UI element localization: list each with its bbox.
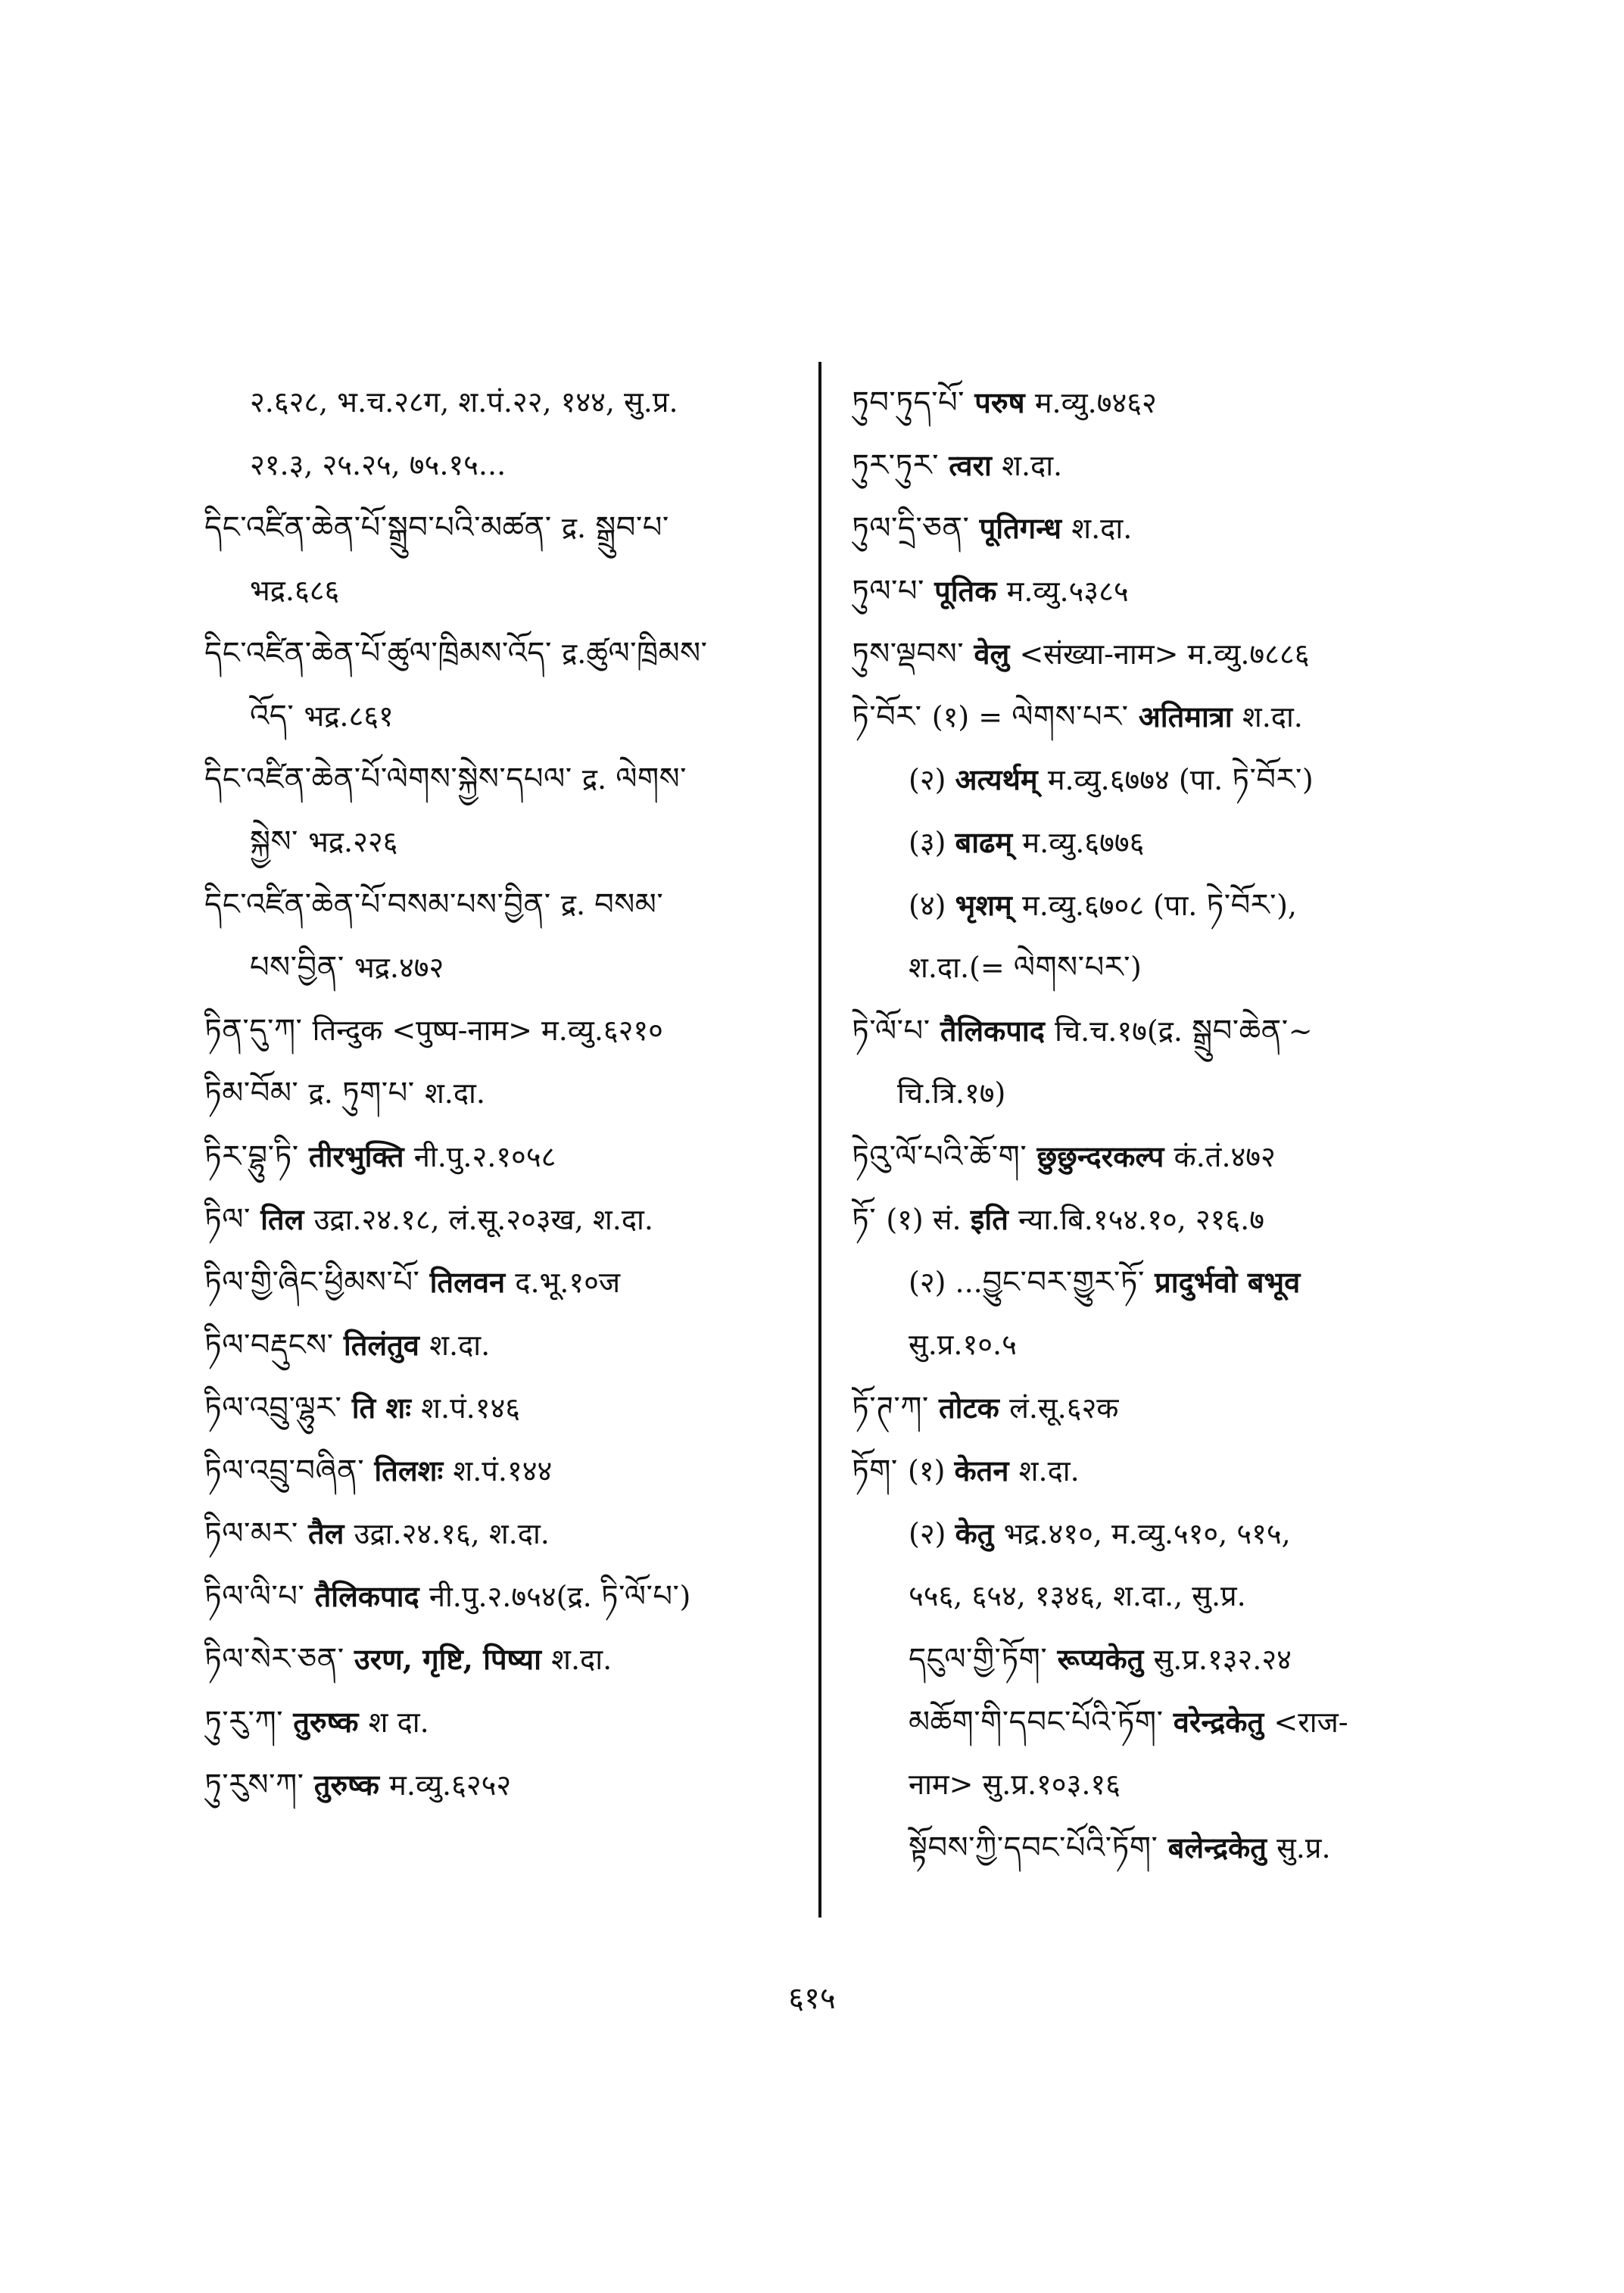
reference-text: ५५६, ६५४, १३४६, श.दा., सु.प्र.: [909, 1579, 1246, 1612]
tibetan-term: ཏུག་པ་: [341, 1076, 425, 1111]
reference-text: (३): [909, 826, 955, 859]
tibetan-term: ཏིལ་: [204, 1202, 261, 1237]
reference-text: ),: [1276, 889, 1297, 922]
sanskrit-equivalent: तिलशः: [374, 1453, 454, 1488]
left-line: [204, 1313, 803, 1376]
sanskrit-equivalent: प्रादुर्भवो बभूव: [1155, 1265, 1301, 1299]
tibetan-term: འོད་: [250, 699, 304, 734]
left-line: [204, 622, 803, 685]
sanskrit-equivalent: उरण, गृष्टि, पिष्या: [354, 1642, 552, 1676]
sanskrit-equivalent: रूप्यकेतु: [1057, 1642, 1154, 1676]
tibetan-term: དིང་འཛིན་ཆེན་པོ་ལེགས་སྐྱེས་དཔལ་: [204, 762, 582, 796]
tibetan-term: ཏེ་ལོ་པ་: [852, 1014, 940, 1048]
tibetan-term: སྒྲུབ་ཆེན་: [1192, 1014, 1289, 1048]
left-line: [204, 1502, 803, 1565]
tibetan-term: སྟོབས་ཀྱི་དབང་པོའི་ཏོག་: [909, 1830, 1168, 1865]
sanskrit-equivalent: तैलिकपाद: [314, 1579, 429, 1613]
tibetan-term: པས་བྱིན་: [250, 950, 354, 985]
reference-text: द्र.: [561, 511, 596, 544]
reference-text: भद्र.४१०, म.व्यु.५१०, ५१५,: [1003, 1517, 1291, 1550]
reference-text: म.व्यु.५३८५: [1006, 575, 1129, 608]
left-line: [204, 1251, 803, 1313]
tibetan-term: ཏུ་རུས་ཀ་: [204, 1768, 314, 1802]
right-line: [852, 1565, 1473, 1628]
reference-text: द.भू.१०ज: [515, 1266, 621, 1299]
left-line: [204, 936, 803, 999]
sanskrit-equivalent: इति: [970, 1202, 1019, 1236]
reference-text: म.व्यु.७४६२: [1034, 386, 1157, 419]
left-line: [204, 874, 803, 936]
left-line: [204, 1376, 803, 1439]
reference-text: श.दा.: [424, 1076, 485, 1110]
tibetan-term: ཏོག་: [852, 1453, 908, 1488]
column-divider: [818, 362, 821, 1918]
tibetan-term: དིང་འཛིན་ཆེན་པོ་བསམ་པས་བྱིན་: [204, 887, 561, 922]
sanskrit-equivalent: भृशम्: [955, 888, 1023, 922]
tibetan-term: ཏིལ་ལི་པ་: [204, 1579, 315, 1614]
left-line: [204, 371, 803, 434]
sanskrit-equivalent: तैलिकपाद: [940, 1014, 1055, 1048]
right-line: [852, 685, 1473, 748]
tibetan-term: དིང་འཛིན་ཆེན་པོ་སྒྲུབ་པའི་མཚན་: [204, 510, 562, 545]
reference-text: नी.पु.२.१०५८: [413, 1140, 556, 1173]
left-line: [204, 559, 803, 622]
sanskrit-equivalent: तिल: [260, 1202, 314, 1236]
tibetan-term: མཆོག་གི་དབང་པོའི་ཏོག་: [909, 1705, 1174, 1740]
reference-text: सु.प्र.१०.५: [909, 1328, 1017, 1361]
reference-text: म.व्यु.६२५२: [389, 1768, 512, 1802]
sanskrit-equivalent: तोटक: [939, 1391, 1010, 1425]
right-line: [852, 748, 1473, 811]
reference-text: (२): [909, 1517, 955, 1550]
reference-text: ~: [1288, 1014, 1313, 1048]
sanskrit-equivalent: अत्यर्थम्: [955, 762, 1048, 796]
reference-text: श.दा.: [551, 1643, 613, 1676]
sanskrit-equivalent: पूतिक: [934, 574, 1007, 608]
reference-text: नाम> सु.प्र.१०३.१६: [909, 1768, 1121, 1801]
sanskrit-equivalent: वरेन्द्रकेतु: [1173, 1705, 1274, 1739]
left-line: [204, 1565, 803, 1628]
right-line: [852, 936, 1473, 999]
sanskrit-equivalent: तुरुष्क: [293, 1705, 369, 1739]
right-line: [852, 1690, 1473, 1753]
right-line: [852, 1188, 1473, 1251]
tibetan-term: ཏུལ་དྲི་ཅན་: [852, 511, 980, 546]
reference-text: श.दा.(=: [909, 951, 1014, 984]
left-line: [204, 999, 803, 1062]
tibetan-term: ཏིལ་མར་: [204, 1516, 308, 1551]
sanskrit-equivalent: बाढम्: [955, 825, 1023, 859]
reference-text: श.पं.१४४: [453, 1454, 553, 1488]
sanskrit-equivalent: तुरुष्क: [313, 1768, 390, 1802]
right-line: [852, 1313, 1473, 1376]
right-line: [852, 1753, 1473, 1816]
sanskrit-equivalent: केतन: [954, 1453, 1019, 1488]
tibetan-term: དིང་འཛིན་ཆེན་པོ་ཚུལ་ཁྲིམས་འོད་: [204, 636, 563, 671]
left-column: [204, 371, 803, 1816]
reference-text: उद्रा.२४.१८, लं.सू.२०३ख, श.दा.: [313, 1203, 653, 1236]
reference-text: (१) सं.: [886, 1203, 971, 1236]
tibetan-term: ཏེ་བོར་: [1232, 762, 1302, 797]
tibetan-term: ཏེའུ་ལོ་པའི་ཆོ་ག་: [852, 1139, 1037, 1174]
tibetan-term: ཏུབ་ཏུད་པོ་: [852, 385, 975, 420]
reference-text: म.व्यु.६७७६: [1022, 826, 1145, 859]
page-number: ६१५: [788, 1981, 836, 2016]
tibetan-term: ཏུལ་པ་: [852, 574, 935, 609]
reference-text: (४): [909, 889, 955, 922]
reference-text: श.दा.: [1071, 512, 1133, 545]
reference-text: श.पं.१४६: [421, 1391, 521, 1425]
sanskrit-equivalent: तिलंतुव: [343, 1328, 430, 1362]
reference-text: सु.प्र.१३२.२४: [1153, 1643, 1292, 1676]
sanskrit-equivalent: अतिमात्रा: [1138, 699, 1242, 734]
sanskrit-equivalent: ति शः: [351, 1391, 422, 1425]
tibetan-term: ཏོ་ཊ་ཀ་: [852, 1391, 940, 1425]
sanskrit-equivalent: तैल: [307, 1516, 354, 1550]
sanskrit-equivalent: त्वरा: [949, 448, 1002, 482]
tibetan-term: ཏིམ་བོམ་: [204, 1076, 309, 1111]
tibetan-term: ཏིལ་འབྲུ་ལྷུར་: [204, 1391, 352, 1425]
sanskrit-equivalent: पूतिगन्ध: [979, 511, 1072, 545]
sanskrit-equivalent: वेलु: [974, 637, 1020, 671]
tibetan-term: ཏིལ་སེར་ཅན་: [204, 1642, 354, 1677]
reference-text: चि.च.१७(द्र.: [1055, 1014, 1192, 1048]
tibetan-term: དངུལ་གྱི་ཏོག་: [909, 1642, 1058, 1677]
left-line: [204, 748, 803, 811]
reference-text: लं.सू.६२क: [1009, 1391, 1119, 1425]
reference-text: २१.३, २५.२५, ७५.१५...: [250, 448, 507, 481]
reference-text: (१) =: [931, 700, 1012, 734]
reference-text: कं.तं.४७२: [1174, 1140, 1276, 1173]
reference-text: म.व्यु.६७७४ (पा.: [1047, 763, 1233, 796]
left-line: [204, 497, 803, 559]
reference-text: उद्रा.२४.१६, श.दा.: [354, 1517, 550, 1550]
tibetan-term: ཏེ་བོར་: [852, 699, 932, 734]
tibetan-term: སྒྲུབ་པ་: [595, 510, 669, 545]
tibetan-term: ཏིར་བྷུ་ཏི་: [204, 1139, 309, 1174]
reference-text: द्र.: [562, 637, 587, 670]
reference-text: (१): [908, 1454, 955, 1488]
reference-text: द्र.: [308, 1076, 342, 1110]
left-line: [204, 1753, 803, 1816]
tibetan-term: ཏིལ་བརྡུངས་: [204, 1328, 344, 1363]
tibetan-term: ཏེ་བོར་: [1206, 888, 1277, 923]
left-line: [204, 1062, 803, 1125]
sanskrit-equivalent: परुष: [974, 385, 1035, 419]
reference-text: चि.त्रि.१७): [897, 1076, 1006, 1110]
right-line: [852, 559, 1473, 622]
right-line: [852, 1062, 1473, 1125]
reference-text: (२): [909, 763, 955, 796]
right-line: [852, 497, 1473, 559]
reference-text: श.दा.: [1002, 449, 1063, 482]
reference-text: द्र.: [581, 762, 616, 796]
reference-text: श.दा.: [1018, 1454, 1080, 1488]
reference-text: नी.पु.२.७५४(द्र.: [429, 1580, 601, 1613]
right-line: [852, 622, 1473, 685]
tibetan-term: ཚུལ་ཁྲིམས་: [586, 636, 708, 671]
tibetan-term: ཏུ་རུ་ཀ་: [204, 1705, 294, 1740]
tibetan-term: བྱུང་བར་གྱུར་ཏོ་: [982, 1265, 1155, 1300]
sanskrit-equivalent: तिलवन: [429, 1265, 516, 1299]
reference-text: श.दा.: [1242, 700, 1303, 734]
right-line: [852, 1816, 1473, 1879]
right-line: [852, 1125, 1473, 1188]
reference-text: तिन्दुक <पुष्प-नाम> म.व्यु.६२१०: [312, 1014, 663, 1047]
reference-text: श दा.: [368, 1706, 429, 1739]
tibetan-term: ཏུས་ལྡབས་: [852, 637, 974, 671]
reference-text: ): [1130, 951, 1142, 984]
right-column: [852, 371, 1473, 1879]
reference-text: (२) ...: [909, 1266, 983, 1299]
reference-text: <राज-: [1273, 1706, 1348, 1739]
right-line: [852, 1376, 1473, 1439]
left-line: [204, 1188, 803, 1251]
reference-text: भद्र.८६१: [304, 699, 394, 733]
right-line: [852, 434, 1473, 497]
sanskrit-equivalent: बलेन्द्रकेतु: [1167, 1830, 1277, 1865]
reference-text: श.दा.: [429, 1329, 491, 1362]
left-line: [204, 685, 803, 748]
reference-text: सु.प्र.: [1276, 1831, 1331, 1865]
right-line: [852, 999, 1473, 1062]
right-line: [852, 1251, 1473, 1313]
left-line: [204, 811, 803, 874]
sanskrit-equivalent: केतु: [955, 1516, 1004, 1550]
tibetan-term: ཏིལ་འབྲུ་བཞིན་: [204, 1453, 375, 1488]
left-line: [204, 1439, 803, 1502]
reference-text: भद्र.६८६: [250, 574, 340, 607]
tibetan-term: བསམ་: [594, 887, 664, 922]
tibetan-term: ཏུར་ཏུར་: [852, 448, 949, 483]
right-line: [852, 1439, 1473, 1502]
tibetan-term: ཏིན་དུ་ཀ་: [204, 1013, 313, 1048]
reference-text: भद्र.४७२: [354, 951, 444, 984]
left-line: [204, 1690, 803, 1753]
left-line: [204, 1628, 803, 1690]
tibetan-term: ཏིལ་གྱི་ཞིང་ཕྱིམས་པོ་: [204, 1265, 430, 1300]
left-line: [204, 434, 803, 497]
tibetan-term: ལེགས་པར་: [1011, 699, 1139, 734]
right-line: [852, 1502, 1473, 1565]
tibetan-term: ལེགས་: [616, 762, 687, 796]
right-line: [852, 874, 1473, 936]
reference-text: द्र.: [560, 888, 595, 921]
reference-text: ): [679, 1580, 691, 1613]
reference-text: <संख्या-नाम> म.व्यु.७८८६: [1019, 637, 1310, 671]
reference-text: २.६२८, भ.च.२८ग, श.पं.२२, १४४, सु.प्र.: [250, 385, 678, 419]
sanskrit-equivalent: छुछुन्दरकल्प: [1036, 1139, 1174, 1173]
tibetan-term: སྐྱེས་: [250, 824, 309, 859]
reference-text: ): [1301, 763, 1314, 796]
tibetan-term: ལེགས་པར་: [1013, 950, 1131, 985]
right-line: [852, 1628, 1473, 1690]
reference-text: न्या.बि.१५४.१०, २१६.७: [1018, 1203, 1265, 1236]
reference-text: म.व्यु.६७०८ (पा.: [1022, 889, 1207, 922]
sanskrit-equivalent: तीरभुक्ति: [308, 1139, 414, 1173]
tibetan-term: ཏོ་: [852, 1202, 887, 1237]
reference-text: भद्र.२२६: [308, 825, 398, 858]
left-line: [204, 1125, 803, 1188]
right-line: [852, 371, 1473, 434]
tibetan-term: ཏི་ལོ་པ་: [600, 1579, 680, 1614]
right-line: [852, 811, 1473, 874]
